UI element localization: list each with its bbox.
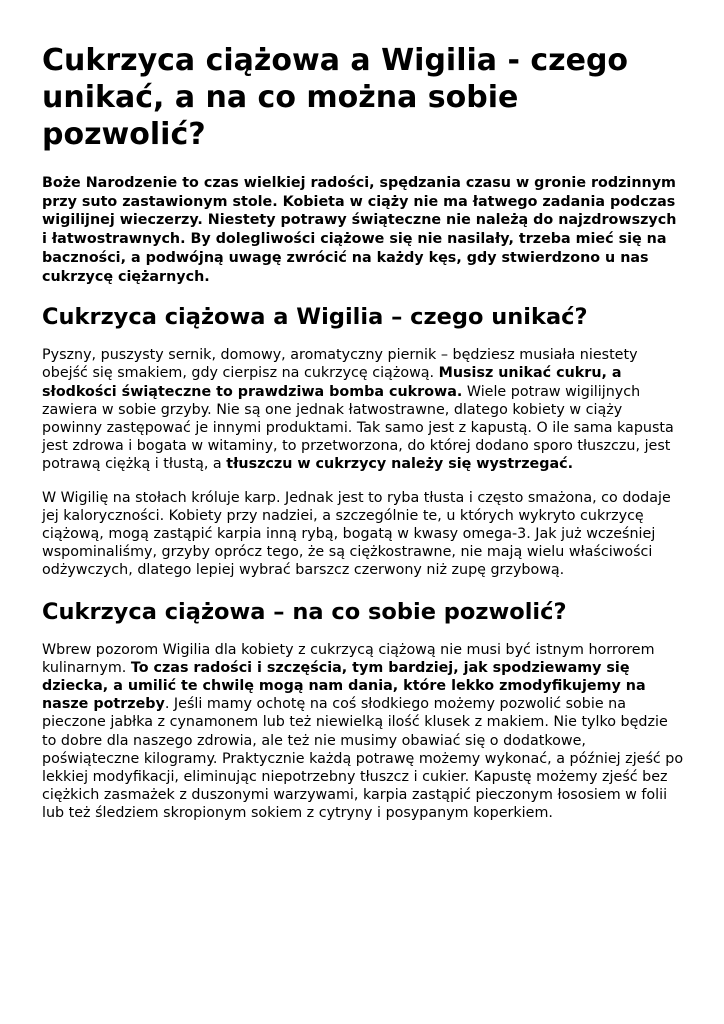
section-heading-allow: Cukrzyca ciążowa – na co sobie pozwolić? [42, 598, 567, 625]
text-run: . Jeśli mamy ochotę na coś słodkiego możemy pozwolić sobie na pieczone jabłka z cynamonem lub też niewielką ilość klusek z makiem. Nie tylko będzie to dobre dla naszego zdrowia, ale też nie musimy obawiać się o dodatkowe, poświąteczne kilogramy. Praktycznie każdą potrawę możemy wykonać, a później zjeść po lekkiej modyfikacji, eliminując niepotrzebny tłuszcz i cukier. Kapustę możemy zjeść bez ciężkich zasmażek z duszonymi warzywami, karpia zastąpić pieczonym łososiem w folii lub też śledziem skropionym sokiem z cytryny i posypanym koperkiem. [42, 696, 684, 822]
text-run: Wbrew pozorom Wigilia dla kobiety z cukrzycą ciążową nie musi być istnym horrorem kulinarnym. [42, 641, 655, 676]
section-allow-paragraph-1 [42, 641, 686, 823]
bold-run: Musisz unikać cukru, a słodkości świąteczne to prawdziwa bomba cukrowa. [42, 365, 622, 400]
text-run: Pyszny, puszysty sernik, domowy, aromatyczny piernik – będziesz musiała niestety obejść się smakiem, gdy cierpisz na cukrzycę ciążową. [42, 347, 638, 382]
article-lead: Boże Narodzenie to czas wielkiej radości, spędzania czasu w gronie rodzinnym przy suto zastawionym stole. Kobieta w ciąży nie ma łatwego zadania podczas wigilijnej wieczerzy. Niestety potrawy świąteczne nie należą do najzdrowszych i łatwostrawnych. By dolegliwości ciążowe się nie nasilały, trzeba mieć się na baczności, a podwójną uwagę zwrócić na każdy kęs, gdy stwierdzono u nas cukrzycę ciężarnych. [42, 175, 677, 285]
section-avoid-paragraph-2: W Wigilię na stołach króluje karp. Jednak jest to ryba tłusta i często smażona, co dodaje jej kaloryczności. Kobiety przy nadziei, a szczególnie te, u których wykryto cukrzycę ciążową, mogą zastąpić karpia inną rybą, bogatą w kwasy omega-3. Jak już wcześniej wspominaliśmy, grzyby oprócz tego, że są ciężkostrawne, nie mają wielu właściwości odżywczych, dlatego lepiej wybrać barszcz czerwony niż zupę grzybową. [42, 489, 671, 579]
article-title: Cukrzyca ciążowa a Wigilia - czego unikać, a na co można sobie pozwolić? [42, 43, 629, 152]
section-avoid-paragraph-1 [42, 346, 686, 473]
bold-run: To czas radości i szczęścia, tym bardziej, jak spodziewamy się dziecka, a umilić te chwilę mogą nam dania, które lekko zmodyfikujemy na nasze potrzeby [42, 659, 646, 713]
section-heading-avoid: Cukrzyca ciążowa a Wigilia – czego unikać? [42, 304, 588, 331]
text-run: Wiele potraw wigilijnych zawiera w sobie grzyby. Nie są one jednak łatwostrawne, dlatego kobiety w ciąży powinny zastępować je innymi produktami. Tak samo jest z kapustą. O ile sama kapusta jest zdrowa i bogata w witaminy, to przetworzona, do której dodano sporo tłuszczu, jest potrawą ciężką i tłustą, a [42, 383, 674, 473]
bold-run: tłuszczu w cukrzycy należy się wystrzegać. [226, 456, 574, 473]
